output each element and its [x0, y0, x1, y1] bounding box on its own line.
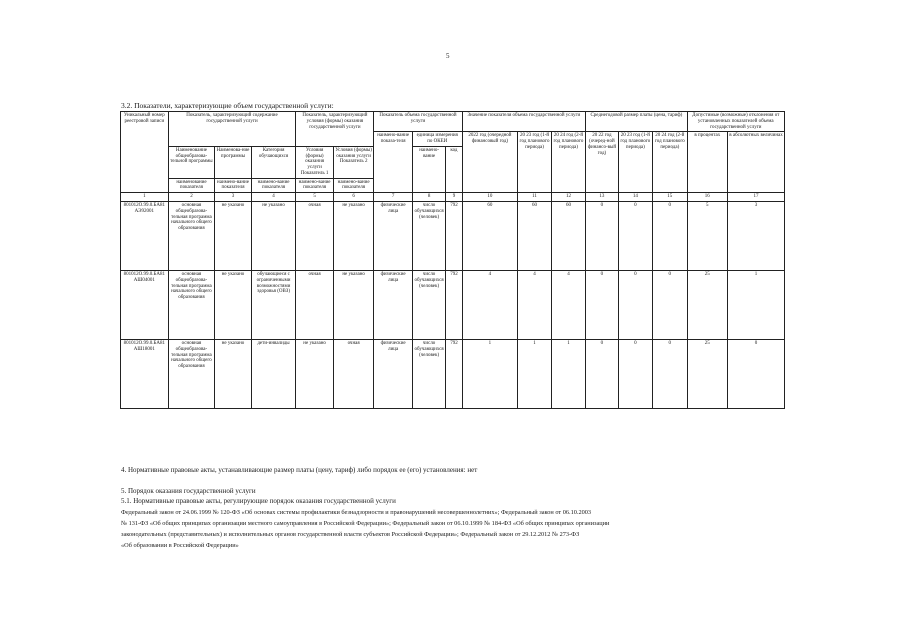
column-number: 2 — [168, 193, 215, 202]
column-number: 16 — [687, 193, 728, 202]
table-row — [121, 340, 785, 409]
fee-2023: 0 — [618, 340, 652, 409]
header-conditions-indicator: Показатель, характеризующий условия (формы) оказания государственной услуги — [296, 112, 374, 147]
header-value-2024: 20 24 год (2-й год планового периода) — [551, 132, 585, 193]
header-average-fee: Среднегодовой размер платы (цена, тариф) — [586, 112, 687, 132]
section-title: 3.2. Показатели, характеризующие объем государственной услуги: — [121, 101, 334, 110]
header-fee-2024: 20 24 год (2-й год планового периода) — [653, 132, 687, 193]
value-2022: 60 — [462, 202, 518, 271]
header-condition-2: Условия (формы) оказания услуги Показатель 2 — [333, 146, 374, 178]
header-indicator-name: наимено-вание показа-теля — [374, 132, 413, 193]
header-value-2022: 2022 год (очередной финансовый год) — [462, 132, 518, 193]
column-number: 15 — [653, 193, 687, 202]
header-student-category: Категория обучающихся — [251, 146, 296, 178]
column-number: 9 — [446, 193, 462, 202]
condition-2: не указано — [333, 271, 374, 340]
header-volume-indicator: Показатель объема государственной услуги — [374, 112, 462, 132]
condition-1: очная — [296, 271, 334, 340]
value-2024: 60 — [551, 202, 585, 271]
header-indicator-label-2: наименование показателя — [168, 178, 215, 193]
column-number: 4 — [251, 193, 296, 202]
column-number: 17 — [728, 193, 785, 202]
program-name: основная общеобразова-тельная программа начального общего образования — [168, 202, 215, 271]
unit-name: число обучающихся (человек) — [412, 340, 445, 409]
column-number-row — [121, 193, 785, 202]
deviation-absolute: 1 — [728, 271, 785, 340]
header-content-indicator: Показатель, характеризующий содержание государственной услуги — [168, 112, 296, 147]
student-category: не указано — [251, 202, 296, 271]
header-program-type: Наименова-ние программы — [215, 146, 251, 178]
header-indicator-label-3: наимено-вание показателя — [215, 178, 251, 193]
deviation-absolute: 3 — [728, 202, 785, 271]
page-number: 5 — [446, 52, 450, 60]
deviation-percent: 25 — [687, 340, 728, 409]
program-type: не указано — [215, 340, 251, 409]
value-2024: 1 — [551, 340, 585, 409]
unit-code: 792 — [446, 271, 462, 340]
column-number: 13 — [586, 193, 618, 202]
unit-code: 792 — [446, 340, 462, 409]
note-fee-regulations: 4. Нормативные правовые акты, устанавливающие размер платы (цену, тариф) либо порядок ее (его) установления: нет — [121, 466, 478, 474]
fee-2022: 0 — [586, 202, 618, 271]
unit-name: число обучающихся (человек) — [412, 271, 445, 340]
header-indicator-label-4: наимено-вание показателя — [251, 178, 296, 193]
deviation-absolute: 0 — [728, 340, 785, 409]
unit-name: число обучающихся (человек) — [412, 202, 445, 271]
law-text-line: «Об образовании в Российской Федерации» — [121, 542, 239, 549]
program-name: основная общеобразова-тельная программа начального общего образования — [168, 340, 215, 409]
condition-2: очная — [333, 340, 374, 409]
note-service-procedure: 5. Порядок оказания государственной услуги — [121, 487, 256, 495]
header-fee-2023: 20 23 год (1-й год планового периода) — [618, 132, 652, 193]
condition-1: очная — [296, 202, 334, 271]
column-number: 12 — [551, 193, 585, 202]
header-fee-2022: 20 22 год (очеред-ной финансо-вый год) — [586, 132, 618, 193]
header-indicator-label-5: наимено-вание показателя — [296, 178, 334, 193]
condition-1: не указано — [296, 340, 334, 409]
program-type: не указано — [215, 202, 251, 271]
column-number: 14 — [618, 193, 652, 202]
column-number: 7 — [374, 193, 413, 202]
student-category: обучающиеся с ограниченными возможностями здоровья (ОВЗ) — [251, 271, 296, 340]
fee-2022: 0 — [586, 340, 618, 409]
registry-number: 801012О.99.0.БА81АЭ92001 — [121, 202, 169, 271]
header-condition-1: Условия (формы) оказания услуги Показатель 1 — [296, 146, 334, 178]
note-regulatory-acts: 5.1. Нормативные правовые акты, регулирующие порядок оказания государственной услуги — [121, 497, 396, 505]
header-allowed-deviation: Допустимые (возможные) отклонения от установленных показателей объема государственной услуги — [687, 112, 784, 132]
fee-2023: 0 — [618, 202, 652, 271]
header-indicator-label-6: наимено-вание показателя — [333, 178, 374, 193]
indicator-name: физические лица — [374, 271, 413, 340]
value-2022: 4 — [462, 271, 518, 340]
value-2023: 1 — [518, 340, 551, 409]
volume-indicators-table — [120, 111, 785, 409]
column-number: 6 — [333, 193, 374, 202]
indicator-name: физические лица — [374, 202, 413, 271]
header-program-name: Наименование общеобразова-тельной программы — [168, 146, 215, 178]
header-unit-code: код — [446, 146, 462, 192]
fee-2023: 0 — [618, 271, 652, 340]
value-2023: 4 — [518, 271, 551, 340]
header-unique-number: Уникальный номер реестровой записи — [121, 112, 169, 193]
value-2024: 4 — [551, 271, 585, 340]
registry-number: 801012О.99.0.БА81АШ18001 — [121, 340, 169, 409]
column-number: 11 — [518, 193, 551, 202]
header-volume-value: Значение показателя объема государственной услуги — [462, 112, 586, 132]
unit-code: 792 — [446, 202, 462, 271]
table-row — [121, 271, 785, 340]
law-text-line: № 131-ФЗ «Об общих принципах организации местного самоуправления в Российской Федерации»; Федеральный закон от 06.10.1999 № 184-ФЗ «Об общих принципах организации — [121, 520, 610, 527]
deviation-percent: 5 — [687, 202, 728, 271]
column-number: 3 — [215, 193, 251, 202]
column-number: 1 — [121, 193, 169, 202]
column-number: 8 — [412, 193, 445, 202]
header-percent: в процентах — [687, 132, 728, 193]
registry-number: 801012О.99.0.БА81АШ04001 — [121, 271, 169, 340]
column-number: 10 — [462, 193, 518, 202]
indicator-name: физические лица — [374, 340, 413, 409]
value-2022: 1 — [462, 340, 518, 409]
header-row-1 — [121, 112, 785, 132]
law-text-line: законодательных (представительных) и исполнительных органов государственной власти субъектов Российской Федерации»; Федеральный закон от 29.12.2012 № 273-ФЗ — [121, 531, 580, 538]
law-text-line: Федеральный закон от 24.06.1999 № 120-ФЗ «Об основах системы профилактики безнадзорности и правонарушений несовершеннолетних»; Федеральный закон от 06.10.2003 — [121, 509, 592, 516]
column-number: 5 — [296, 193, 334, 202]
fee-2024: 0 — [653, 340, 687, 409]
fee-2022: 0 — [586, 271, 618, 340]
header-unit-name: наимено-вание — [412, 146, 445, 192]
header-absolute: в абсолютных величинах — [728, 132, 785, 193]
deviation-percent: 25 — [687, 271, 728, 340]
header-unit-okei: единица измерения по ОКЕИ — [412, 132, 462, 147]
value-2023: 60 — [518, 202, 551, 271]
header-value-2023: 20 23 год (1-й год планового периода) — [518, 132, 551, 193]
fee-2024: 0 — [653, 202, 687, 271]
student-category: дети-инвалиды — [251, 340, 296, 409]
program-type: не указано — [215, 271, 251, 340]
condition-2: не указано — [333, 202, 374, 271]
fee-2024: 0 — [653, 271, 687, 340]
program-name: основная общеобразова-тельная программа начального общего образования — [168, 271, 215, 340]
table-row — [121, 202, 785, 271]
